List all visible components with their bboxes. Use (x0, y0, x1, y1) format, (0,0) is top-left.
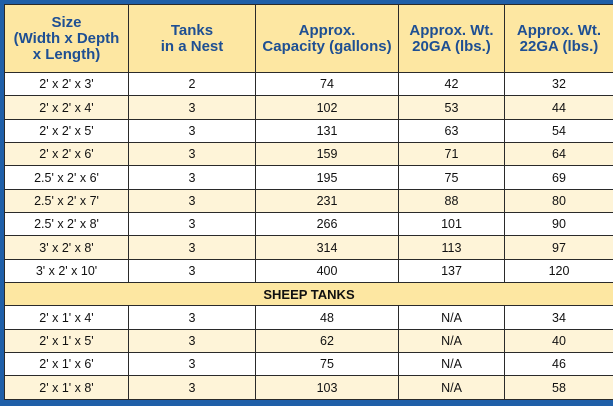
header-size-line3: x Length) (32, 45, 101, 63)
cell-size: 2.5' x 2' x 8' (5, 213, 129, 236)
cell-size: 2' x 1' x 4' (5, 306, 129, 329)
cell-weight-20ga: N/A (399, 376, 505, 400)
cell-weight-20ga: 53 (399, 96, 505, 119)
cell-weight-20ga: 101 (399, 213, 505, 236)
cell-weight-22ga: 64 (505, 143, 613, 166)
cell-capacity: 131 (256, 119, 399, 142)
cell-weight-20ga: N/A (399, 353, 505, 376)
cell-capacity: 231 (256, 189, 399, 212)
cell-weight-22ga: 69 (505, 166, 613, 189)
header-size (5, 5, 129, 73)
cell-capacity: 48 (256, 306, 399, 329)
cell-weight-20ga: 63 (399, 119, 505, 142)
cell-weight-20ga: 113 (399, 236, 505, 259)
cell-capacity: 62 (256, 329, 399, 352)
table-row (5, 73, 613, 96)
header-capacity (256, 5, 399, 73)
cell-tanks: 3 (129, 189, 256, 212)
cell-tanks: 3 (129, 213, 256, 236)
cell-size: 2' x 2' x 3' (5, 73, 129, 96)
cell-weight-22ga: 58 (505, 376, 613, 400)
header-tanks-line2: in a Nest (160, 37, 224, 55)
cell-size: 3' x 2' x 10' (5, 259, 129, 282)
header-tanks (129, 5, 256, 73)
cell-weight-20ga: 75 (399, 166, 505, 189)
header-wt22-line2: 22GA (lbs.) (519, 37, 599, 55)
cell-tanks: 3 (129, 119, 256, 142)
cell-weight-20ga: 42 (399, 73, 505, 96)
header-capacity-line1: Approx. (298, 21, 356, 39)
cell-size: 2' x 1' x 8' (5, 376, 129, 400)
cell-capacity: 74 (256, 73, 399, 96)
cell-size: 3' x 2' x 8' (5, 236, 129, 259)
header-wt20-line1: Approx. Wt. (409, 21, 494, 39)
cell-tanks: 3 (129, 259, 256, 282)
table-row (5, 353, 613, 376)
cell-weight-22ga: 34 (505, 306, 613, 329)
cell-weight-20ga: 71 (399, 143, 505, 166)
cell-weight-20ga: 88 (399, 189, 505, 212)
cell-weight-22ga: 90 (505, 213, 613, 236)
header-size-line2: (Width x Depth (13, 29, 120, 47)
cell-size: 2.5' x 2' x 7' (5, 189, 129, 212)
header-weight-20ga (399, 5, 505, 73)
cell-weight-20ga: N/A (399, 306, 505, 329)
cell-size: 2' x 1' x 5' (5, 329, 129, 352)
cell-weight-22ga: 44 (505, 96, 613, 119)
cell-weight-20ga: 137 (399, 259, 505, 282)
cell-tanks: 3 (129, 306, 256, 329)
cell-weight-20ga: N/A (399, 329, 505, 352)
cell-size: 2' x 2' x 4' (5, 96, 129, 119)
cell-capacity: 314 (256, 236, 399, 259)
cell-tanks: 3 (129, 329, 256, 352)
cell-size: 2' x 2' x 6' (5, 143, 129, 166)
table-row (5, 306, 613, 329)
header-size-line1: Size (51, 13, 82, 31)
table-row (5, 119, 613, 142)
table-row (5, 259, 613, 282)
cell-tanks: 3 (129, 236, 256, 259)
cell-tanks: 3 (129, 353, 256, 376)
cell-capacity: 195 (256, 166, 399, 189)
cell-weight-22ga: 32 (505, 73, 613, 96)
cell-tanks: 3 (129, 166, 256, 189)
table-row (5, 213, 613, 236)
table-row (5, 143, 613, 166)
cell-capacity: 400 (256, 259, 399, 282)
cell-weight-22ga: 120 (505, 259, 613, 282)
cell-capacity: 159 (256, 143, 399, 166)
cell-weight-22ga: 40 (505, 329, 613, 352)
header-tanks-line1: Tanks (170, 21, 214, 39)
cell-capacity: 75 (256, 353, 399, 376)
tank-specs-table (4, 4, 613, 400)
cell-tanks: 3 (129, 143, 256, 166)
cell-capacity: 103 (256, 376, 399, 400)
cell-size: 2' x 2' x 5' (5, 119, 129, 142)
cell-capacity: 266 (256, 213, 399, 236)
table-row (5, 376, 613, 400)
table-row (5, 329, 613, 352)
cell-tanks: 3 (129, 376, 256, 400)
cell-capacity: 102 (256, 96, 399, 119)
table-row (5, 189, 613, 212)
section-row (5, 283, 613, 306)
header-weight-22ga (505, 5, 613, 73)
cell-tanks: 3 (129, 96, 256, 119)
header-row (5, 5, 613, 73)
cell-tanks: 2 (129, 73, 256, 96)
cell-weight-22ga: 46 (505, 353, 613, 376)
cell-weight-22ga: 97 (505, 236, 613, 259)
header-capacity-line2: Capacity (gallons) (262, 37, 392, 55)
cell-size: 2' x 1' x 6' (5, 353, 129, 376)
table-row (5, 236, 613, 259)
header-wt22-line1: Approx. Wt. (516, 21, 602, 39)
table-row (5, 166, 613, 189)
table-row (5, 96, 613, 119)
cell-size: 2.5' x 2' x 6' (5, 166, 129, 189)
cell-weight-22ga: 80 (505, 189, 613, 212)
section-title: SHEEP TANKS (5, 283, 613, 306)
cell-weight-22ga: 54 (505, 119, 613, 142)
header-wt20-line2: 20GA (lbs.) (412, 37, 491, 55)
